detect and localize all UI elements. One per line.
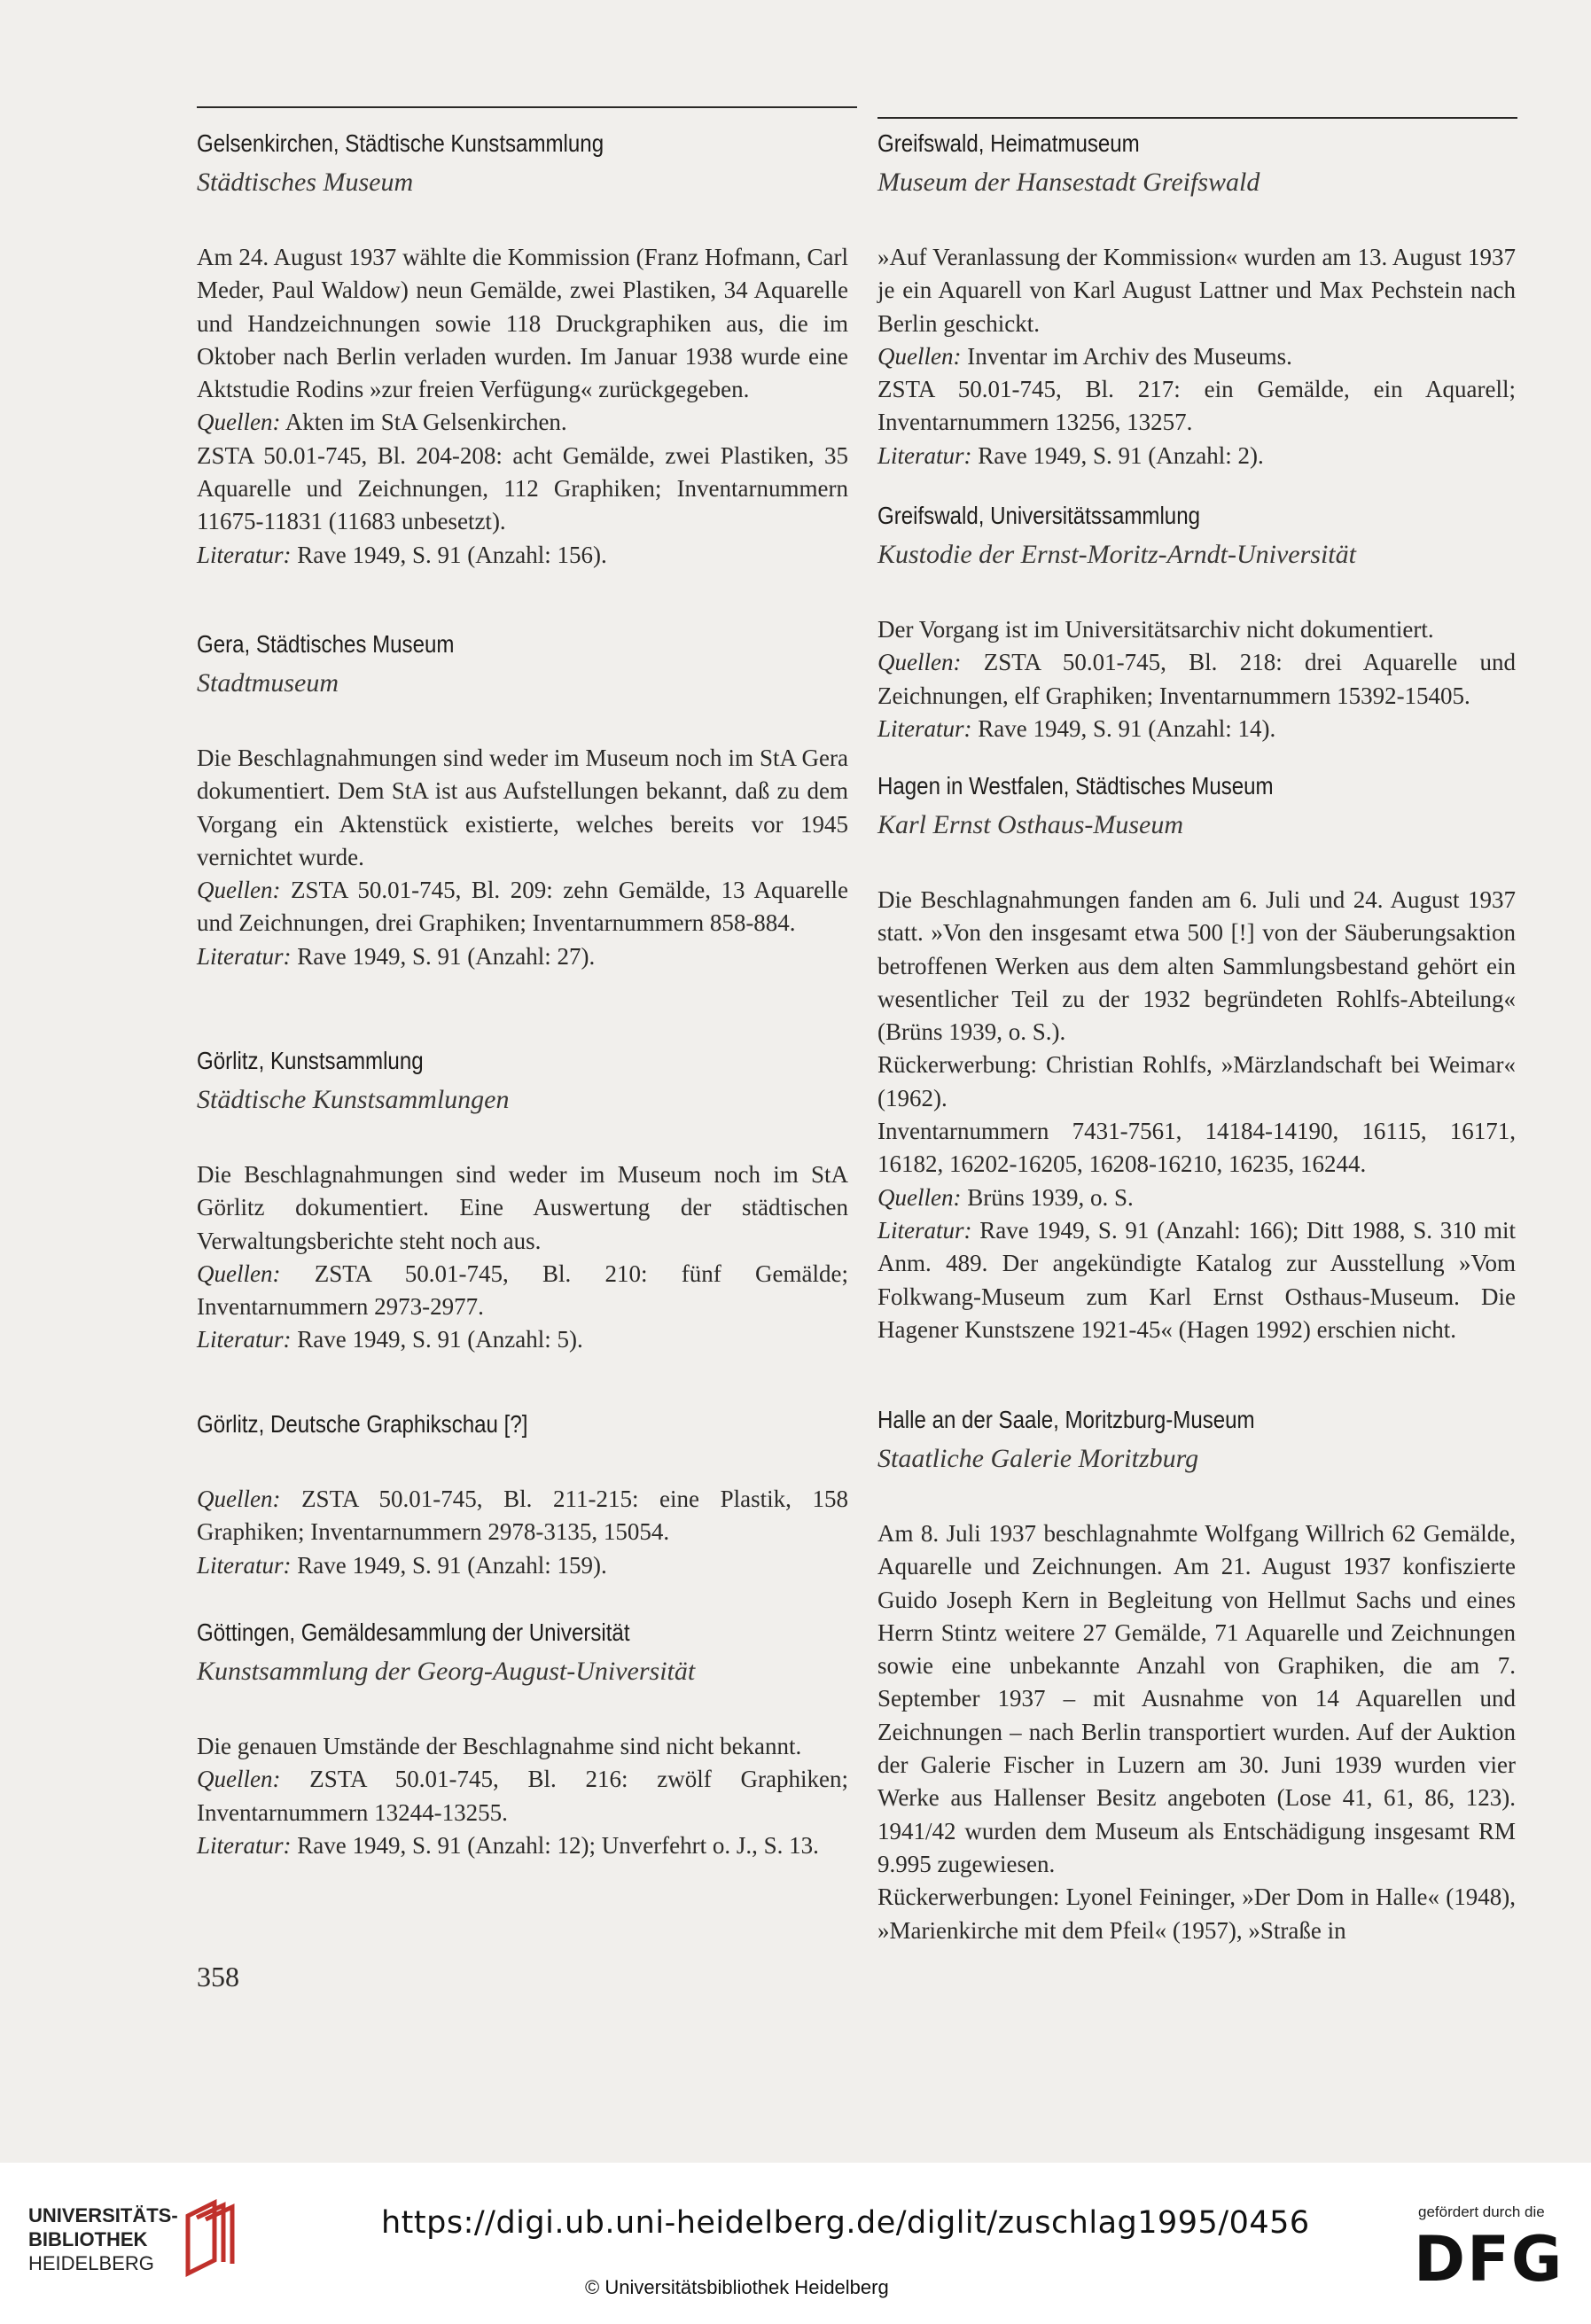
entry-paragraph [877, 646, 1516, 713]
entry-subtitle: Staatliche Galerie Moritzburg [877, 1444, 1199, 1473]
top-rule-left [197, 106, 857, 108]
paragraph-text: »Auf Veranlassung der Kommission« wurden am 13. August 1937 je ein Aquarell von Karl August Lattner und Max Pechstein nach Berlin geschickt. [877, 244, 1516, 337]
entry-paragraph [197, 406, 848, 439]
entry-paragraph [197, 1323, 848, 1356]
paragraph-label: Literatur: [197, 1326, 292, 1353]
entry-paragraph [877, 373, 1516, 440]
paragraph-text: Rave 1949, S. 91 (Anzahl: 166); Ditt 1988, S. 310 mit Anm. 489. Der angekündigte Katalog zur Ausstellung »Vom Folkwang-Museum zum Karl Ernst Osthaus-Museum. Die Hagener Kunstszene 1921-45« (Hagen 1992) erschien nicht. [877, 1216, 1516, 1343]
library-name-line3: HEIDELBERG [28, 2252, 154, 2274]
paragraph-text: Der Vorgang ist im Universitätsarchiv nicht dokumentiert. [877, 616, 1434, 643]
library-name-line1: UNIVERSITÄTS- [28, 2204, 178, 2227]
entry-body [877, 241, 1516, 472]
paragraph-text: ZSTA 50.01-745, Bl. 218: drei Aquarelle und Zeichnungen, elf Graphiken; Inventarnummern 15392-15405. [877, 649, 1516, 709]
entry-paragraph [197, 1730, 848, 1763]
catalog-entry [877, 767, 1516, 1346]
entry-paragraph [197, 1483, 848, 1549]
entry-paragraph [877, 1115, 1516, 1181]
paragraph-text: ZSTA 50.01-745, Bl. 211-215: eine Plastik, 158 Graphiken; Inventarnummern 2978-3135, 15054. [197, 1486, 848, 1546]
entry-paragraph [877, 1517, 1516, 1881]
entry-body [197, 1158, 848, 1357]
page-number: 358 [197, 1961, 239, 1993]
paragraph-text: Rave 1949, S. 91 (Anzahl: 5). [291, 1326, 583, 1353]
paragraph-label: Literatur: [197, 1551, 292, 1579]
entry-paragraph [197, 1549, 848, 1582]
entry-title: Görlitz, Kunstsammlung [197, 1047, 424, 1074]
paragraph-label: Quellen: [197, 1766, 281, 1793]
entry-paragraph [197, 1763, 848, 1829]
paragraph-text: Am 24. August 1937 wählte die Kommission (Franz Hofmann, Carl Meder, Paul Waldow) neun Gemälde, zwei Plastiken, 34 Aquarelle und Handzeichnungen sowie 118 Druckgraphiken aus, die im Oktober nach Berlin verladen wurden. Im Januar 1938 wurde eine Aktstudie Rodins »zur freien Verfügung« zurückgegeben. [197, 244, 848, 403]
paragraph-text: ZSTA 50.01-745, Bl. 210: fünf Gemälde; Inventarnummern 2973-2977. [197, 1259, 848, 1321]
paragraph-label: Literatur: [197, 541, 292, 568]
entry-title: Hagen in Westfalen, Städtisches Museum [877, 772, 1274, 799]
paragraph-text: Rave 1949, S. 91 (Anzahl: 156). [291, 541, 607, 568]
top-rule-right [877, 117, 1517, 119]
paragraph-label: Quellen: [197, 1259, 281, 1287]
paragraph-label: Quellen: [197, 409, 281, 436]
entry-paragraph [197, 1829, 848, 1862]
paragraph-text: Rave 1949, S. 91 (Anzahl: 27). [291, 942, 596, 970]
entry-body [197, 241, 848, 572]
paragraph-label: Literatur: [877, 1216, 972, 1244]
entry-paragraph [197, 940, 848, 973]
entry-paragraph [877, 613, 1516, 646]
paragraph-label: Literatur: [197, 942, 292, 970]
catalog-entry [877, 1400, 1516, 1947]
entry-body [197, 742, 848, 973]
paragraph-text: Rave 1949, S. 91 (Anzahl: 159). [291, 1551, 607, 1579]
entry-paragraph [197, 1158, 848, 1258]
catalog-entry [197, 124, 848, 572]
paragraph-text: Die genauen Umstände der Beschlagnahme sind nicht bekannt. [197, 1733, 802, 1759]
paragraph-text: ZSTA 50.01-745, Bl. 204-208: acht Gemälde, zwei Plastiken, 35 Aquarelle und Zeichnungen, 112 Graphiken; Inventarnummern 11675-11831 (11683 unbesetzt). [197, 441, 848, 535]
paragraph-text: Die Beschlagnahmungen sind weder im Museum noch im StA Görlitz dokumentiert. Eine Auswertung der städtischen Verwaltungsberichte steht noch aus. [197, 1161, 848, 1254]
entry-paragraph [877, 340, 1516, 373]
entry-subtitle: Kunstsammlung der Georg-August-Universität [197, 1657, 696, 1686]
entry-paragraph [877, 1214, 1516, 1346]
library-emblem-icon [161, 2198, 250, 2287]
entry-title: Gelsenkirchen, Städtische Kunstsammlung [197, 129, 604, 157]
entry-subtitle: Museum der Hansestadt Greifswald [877, 168, 1260, 197]
catalog-entry [197, 1405, 848, 1582]
entry-title: Halle an der Saale, Moritzburg-Museum [877, 1406, 1255, 1433]
entry-title: Greifswald, Heimatmuseum [877, 129, 1140, 157]
dfg-wordmark: DFG [1414, 2223, 1564, 2296]
entry-title: Gera, Städtisches Museum [197, 630, 455, 658]
paragraph-text: Brüns 1939, o. S. [961, 1183, 1134, 1211]
paragraph-text: ZSTA 50.01-745, Bl. 216: zwölf Graphiken; Inventarnummern 13244-13255. [197, 1766, 848, 1826]
paragraph-label: Quellen: [877, 342, 962, 370]
entry-body [877, 613, 1516, 745]
entry-paragraph [877, 440, 1516, 472]
entry-title: Göttingen, Gemäldesammlung der Universität [197, 1618, 630, 1646]
entry-paragraph [197, 241, 848, 406]
entry-paragraph [877, 713, 1516, 745]
entry-paragraph [197, 539, 848, 572]
entry-title: Görlitz, Deutsche Graphikschau [?] [197, 1410, 528, 1438]
paragraph-text: ZSTA 50.01-745, Bl. 209: zehn Gemälde, 13 Aquarelle und Zeichnungen, drei Graphiken; Inventarnummern 858-884. [197, 877, 848, 937]
entry-subtitle: Städtisches Museum [197, 168, 414, 197]
paragraph-label: Quellen: [877, 649, 962, 676]
paragraph-text: Akten im StA Gelsenkirchen. [280, 409, 567, 436]
paragraph-text: Am 8. Juli 1937 beschlagnahmte Wolfgang Willrich 62 Gemälde, Aquarelle und Zeichnungen. Am 21. August 1937 konfiszierte Guido Joseph Kern in Begleitung von Hellmut Sachs und eines Herrn Stintz weitere 27 Gemälde, 71 Aquarelle und Zeichnungen sowie eine unbekannte Anzahl von Graphiken, die am 7. September 1937 – mit Ausnahme von 14 Aquarellen und Zeichnungen – nach Berlin transportiert wurden. Auf der Auktion der Galerie Fischer in Luzern am 30. Juni 1939 wurden vier Werke aus Hallenser Besitz angeboten (Lose 41, 61, 86, 123). 1941/42 wurden dem Museum als Entschädigung insgesamt RM 9.995 zugewiesen. [877, 1520, 1516, 1877]
entry-paragraph [877, 1181, 1516, 1214]
entry-paragraph [877, 1049, 1516, 1115]
library-name-line2: BIBLIOTHEK [28, 2228, 148, 2250]
entry-paragraph [197, 742, 848, 874]
catalog-entry [877, 496, 1516, 745]
entry-paragraph [197, 440, 848, 539]
entry-body [197, 1730, 848, 1862]
paragraph-text: Die Beschlagnahmungen sind weder im Museum noch im StA Gera dokumentiert. Dem StA ist aus Aufstellungen bekannt, daß zu dem Vorgang ein Aktenstück existierte, welches bereits vor 1945 vernichtet wurde. [197, 745, 848, 870]
source-url-link[interactable]: https://digi.ub.uni-heidelberg.de/diglit/zuschlag1995/0456 [381, 2205, 1310, 2241]
university-library-logo[interactable] [28, 2203, 250, 2301]
entry-subtitle: Kustodie der Ernst-Moritz-Arndt-Universität [877, 540, 1356, 569]
paragraph-label: Quellen: [197, 877, 281, 904]
entry-title: Greifswald, Universitätssammlung [877, 502, 1200, 529]
paragraph-text: Die Beschlagnahmungen fanden am 6. Juli und 24. August 1937 statt. »Von den insgesamt etwa 500 [!] von der Säuberungsaktion betroffenen Werken aus dem alten Sammlungsbestand gehört ein wesentlicher Teil zu der 1932 begründeten Rohlfs-Abteilung« (Brüns 1939, o. S.). [877, 886, 1516, 1046]
entry-body [877, 884, 1516, 1346]
paragraph-text: Rave 1949, S. 91 (Anzahl: 2). [971, 441, 1264, 469]
entry-subtitle: Stadtmuseum [197, 668, 339, 698]
paragraph-text: Inventar im Archiv des Museums. [961, 342, 1292, 370]
paragraph-label: Literatur: [877, 441, 972, 469]
paragraph-label: Quellen: [877, 1183, 962, 1211]
paragraph-text: Inventarnummern 7431-7561, 14184-14190, 16115, 16171, 16182, 16202-16205, 16208-16210, 16235, 16244. [877, 1118, 1516, 1178]
catalog-entry [197, 1041, 848, 1357]
entry-paragraph [197, 874, 848, 940]
paragraph-label: Quellen: [197, 1486, 281, 1512]
funding-caption: gefördert durch die [1418, 2203, 1545, 2220]
paragraph-text: Rave 1949, S. 91 (Anzahl: 14). [971, 714, 1276, 742]
entry-paragraph [877, 1881, 1516, 1947]
copyright-notice: © Universitätsbibliothek Heidelberg [585, 2276, 889, 2298]
catalog-entry [877, 124, 1516, 472]
paragraph-label: Literatur: [197, 1831, 292, 1859]
paragraph-text: Rückerwerbungen: Lyonel Feininger, »Der Dom in Halle« (1948), »Marienkirche mit dem Pfeil« (1957), »Straße in [877, 1883, 1516, 1944]
catalog-entry [197, 625, 848, 973]
entry-paragraph [197, 1258, 848, 1324]
paragraph-text: ZSTA 50.01-745, Bl. 217: ein Gemälde, ein Aquarell; Inventarnummern 13256, 13257. [877, 376, 1516, 436]
entry-subtitle: Städtische Kunstsammlungen [197, 1085, 510, 1114]
paragraph-text: Rückerwerbung: Christian Rohlfs, »Märzlandschaft bei Weimar« (1962). [877, 1051, 1516, 1111]
paragraph-text: Rave 1949, S. 91 (Anzahl: 12); Unverfehrt o. J., S. 13. [291, 1831, 819, 1859]
entry-paragraph [877, 884, 1516, 1049]
entry-body [877, 1517, 1516, 1947]
entry-body [197, 1483, 848, 1582]
paragraph-label: Literatur: [877, 714, 972, 742]
entry-paragraph [877, 241, 1516, 340]
dfg-logo[interactable] [1369, 2203, 1573, 2301]
entry-subtitle: Karl Ernst Osthaus-Museum [877, 810, 1184, 839]
catalog-entry [197, 1613, 848, 1862]
